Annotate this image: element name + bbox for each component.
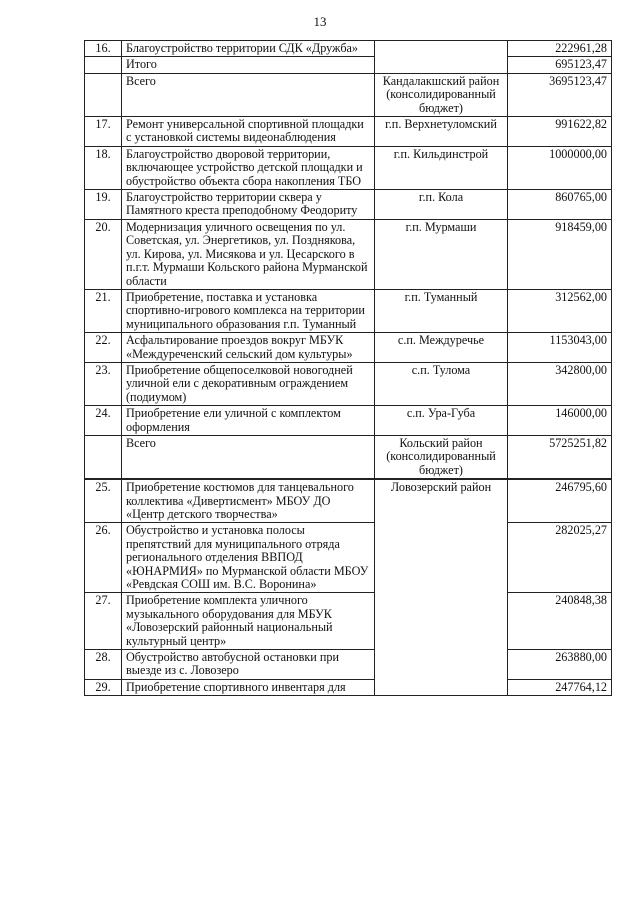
row-amount: 695123,47: [508, 57, 612, 73]
row-territory: г.п. Туманный: [375, 289, 508, 332]
row-number: 18.: [85, 146, 122, 189]
row-number: [85, 73, 122, 116]
row-number: 26.: [85, 523, 122, 593]
row-amount: 342800,00: [508, 362, 612, 405]
row-number: 27.: [85, 593, 122, 650]
row-territory: г.п. Верхнетуломский: [375, 117, 508, 147]
table-row: [85, 190, 612, 220]
row-number: 22.: [85, 333, 122, 363]
row-description: Модернизация уличного освещения по ул. Советская, ул. Энергетиков, ул. Позднякова, ул. Кирова, ул. Мисякова и ул. Цесарского в п.г.т. Мурмаши Кольского района Мурманской области: [122, 219, 375, 289]
row-amount: 860765,00: [508, 190, 612, 220]
table-row: [85, 479, 612, 523]
row-number: 17.: [85, 117, 122, 147]
row-number: 16.: [85, 41, 122, 57]
table-row: [85, 41, 612, 57]
table-row: [85, 362, 612, 405]
row-amount: 1153043,00: [508, 333, 612, 363]
row-amount: 246795,60: [508, 479, 612, 523]
row-description: Итого: [122, 57, 375, 73]
row-number: 20.: [85, 219, 122, 289]
row-description: Обустройство автобусной остановки при выезде из с. Ловозеро: [122, 650, 375, 680]
table-row: [85, 523, 612, 593]
row-amount: 240848,38: [508, 593, 612, 650]
table-row: [85, 146, 612, 189]
row-territory: [375, 41, 508, 74]
row-number: 21.: [85, 289, 122, 332]
table-row: [85, 57, 612, 73]
row-amount: 247764,12: [508, 679, 612, 695]
row-number: 24.: [85, 406, 122, 436]
table-row: [85, 593, 612, 650]
row-number: 28.: [85, 650, 122, 680]
table-row: [85, 333, 612, 363]
row-amount: 146000,00: [508, 406, 612, 436]
row-territory: Кандалакшский район (консолидированный бюджет): [375, 73, 508, 116]
row-territory: Кольский район (консолидированный бюджет): [375, 435, 508, 479]
row-description: Благоустройство территории сквера у Памятного креста преподобному Феодориту: [122, 190, 375, 220]
row-territory: г.п. Кола: [375, 190, 508, 220]
row-amount: 918459,00: [508, 219, 612, 289]
row-description: Приобретение, поставка и установка спортивно-игрового комплекса на территории муниципального образования г.п. Туманный: [122, 289, 375, 332]
row-number: 19.: [85, 190, 122, 220]
table-row: [85, 117, 612, 147]
row-description: Приобретение спортивного инвентаря для: [122, 679, 375, 695]
row-description: Приобретение ели уличной с комплектом оформления: [122, 406, 375, 436]
table-row: [85, 289, 612, 332]
page-number: 13: [313, 14, 327, 29]
row-territory: г.п. Кильдинстрой: [375, 146, 508, 189]
row-territory: Ловозерский район: [375, 479, 508, 696]
row-number: [85, 435, 122, 479]
row-description: Благоустройство территории СДК «Дружба»: [122, 41, 375, 57]
table-row: [85, 679, 612, 695]
row-amount: 312562,00: [508, 289, 612, 332]
table-row: [85, 650, 612, 680]
row-description: Всего: [122, 435, 375, 479]
row-description: Приобретение костюмов для танцевального коллектива «Дивертисмент» МБОУ ДО «Центр детского творчества»: [122, 479, 375, 523]
row-description: Благоустройство дворовой территории, включающее устройство детской площадки и обустройство объекта сбора накопления ТБО: [122, 146, 375, 189]
row-number: 25.: [85, 479, 122, 523]
table-row: [85, 73, 612, 116]
row-amount: 991622,82: [508, 117, 612, 147]
row-description: Всего: [122, 73, 375, 116]
row-amount: 1000000,00: [508, 146, 612, 189]
row-number: 23.: [85, 362, 122, 405]
table-row: [85, 435, 612, 479]
row-amount: 5725251,82: [508, 435, 612, 479]
row-description: Приобретение общепоселковой новогодней уличной ели с декоративным ограждением (подиумом): [122, 362, 375, 405]
row-number: 29.: [85, 679, 122, 695]
row-description: Ремонт универсальной спортивной площадки с установкой системы видеонаблюдения: [122, 117, 375, 147]
row-amount: 263880,00: [508, 650, 612, 680]
row-amount: 222961,28: [508, 41, 612, 57]
row-territory: с.п. Тулома: [375, 362, 508, 405]
row-description: Приобретение комплекта уличного музыкального оборудования для МБУК «Ловозерский районный национальный культурный центр»: [122, 593, 375, 650]
table-row: [85, 219, 612, 289]
row-territory: с.п. Междуречье: [375, 333, 508, 363]
row-territory: с.п. Ура-Губа: [375, 406, 508, 436]
row-description: Асфальтирование проездов вокруг МБУК «Междуреченский сельский дом культуры»: [122, 333, 375, 363]
row-number: [85, 57, 122, 73]
table-row: [85, 406, 612, 436]
row-description: Обустройство и установка полосы препятствий для муниципального отряда регионального отделения ВВПОД «ЮНАРМИЯ» по Мурманской области МБОУ «Ревдская СОШ им. В.С. Воронина»: [122, 523, 375, 593]
row-amount: 3695123,47: [508, 73, 612, 116]
row-territory: г.п. Мурмаши: [375, 219, 508, 289]
funding-table: [84, 40, 612, 696]
row-amount: 282025,27: [508, 523, 612, 593]
